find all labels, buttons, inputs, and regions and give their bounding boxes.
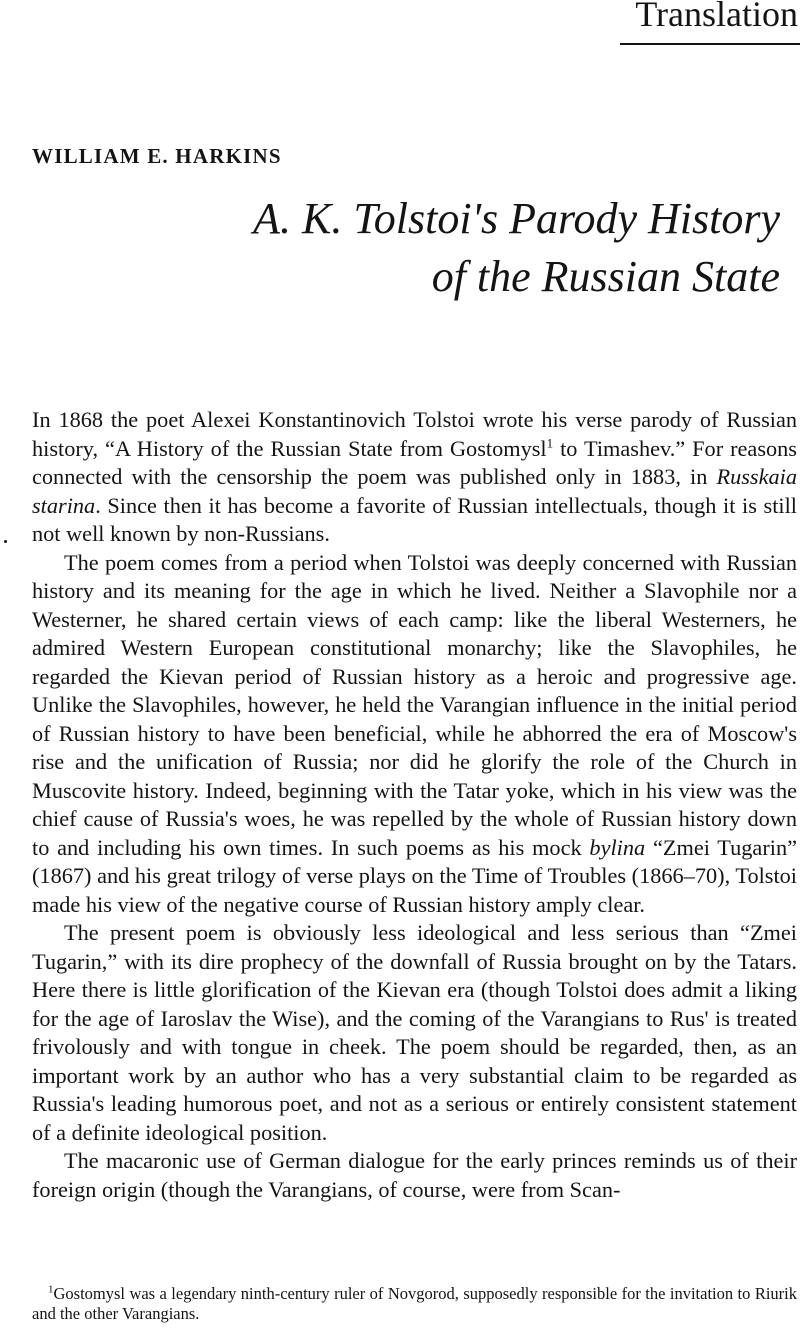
article-title [253,190,780,306]
paragraph-1 [32,406,797,549]
section-label: Translation [635,0,798,34]
paragraph-2-text-a: The poem comes from a period when Tolstoi was deeply concerned with Russian history and its meaning for the age in which he lived. Neither a Slavophile nor a Westerner, he shared certain views of each camp: like the liberal Westerners, he admired Western European constitutional monarchy; like the Slavophiles, he regarded the Kievan period of Russian history as a heroic and progressive age. Unlike the Slavophiles, however, he held the Varangian influence in the initial period of Russian history to have been beneficial, while he abhorred the era of Moscow's rise and the unification of Russia; nor did he glorify the role of the Church in Muscovite history. Indeed, beginning with the Tatar yoke, which in his view was the chief cause of Russia's woes, he was repelled by the whole of Russian history down to and including his own times. In such poems as his mock [32,549,797,860]
article-body [32,406,797,1204]
paragraph-2 [32,549,797,920]
paragraph-1-text-a: In 1868 the poet Alexei Konstantinovich Tolstoi wrote his verse parody of Russian history, “A History of the Russian State from Gostomysl [32,407,797,461]
title-line-1: A. K. Tolstoi's Parody History [253,194,780,243]
paragraph-1-text-c: . Since then it has become a favorite of Russian intellectuals, though it is still not well known by non-Russians. [32,492,797,546]
paragraph-3: The present poem is obviously less ideological and less serious than “Zmei Tugarin,” with its dire prophecy of the downfall of Russia brought on by the Tatars. Here there is little glorification of the Kievan era (though Tolstoi does admit a liking for the age of Iaroslav the Wise), and the coming of the Varangians to Rus' is treated frivolously and with tongue in cheek. The poem should be regarded, then, as an important work by an author who has a very substantial claim to be regarded as Russia's leading humorous poet, and not as a serious or entirely consistent statement of a definite ideological position. [32,920,797,1145]
paragraph-2-italic: bylina [589,834,646,860]
footnote-reference[interactable]: 1 [546,435,554,451]
paragraph-1-text-b: to Timashev.” For reasons connected with the censorship the poem was published only in 1883, in [32,435,797,489]
author-name: WILLIAM E. HARKINS [32,144,282,168]
footnote [32,1284,797,1324]
footnote-text: Gostomysl was a legendary ninth-century ruler of Novgorod, supposedly responsible for the invitation to Riurik and the other Varangians. [32,1284,797,1323]
section-rule [620,43,800,45]
title-line-2: of the Russian State [431,252,780,301]
margin-mark [4,540,7,543]
paragraph-2-text-b: “Zmei Tugarin” (1867) and his great trilogy of verse plays on the Time of Troubles (1866–70), Tolstoi made his view of the negative course of Russian history amply clear. [32,834,797,917]
paragraph-4: The macaronic use of German dialogue for the early princes reminds us of their foreign origin (though the Varangians, of course, were from Scan- [32,1148,797,1202]
footnote-number: 1 [48,1283,54,1296]
paragraph-1-italic: Russkaia starina [32,464,797,518]
